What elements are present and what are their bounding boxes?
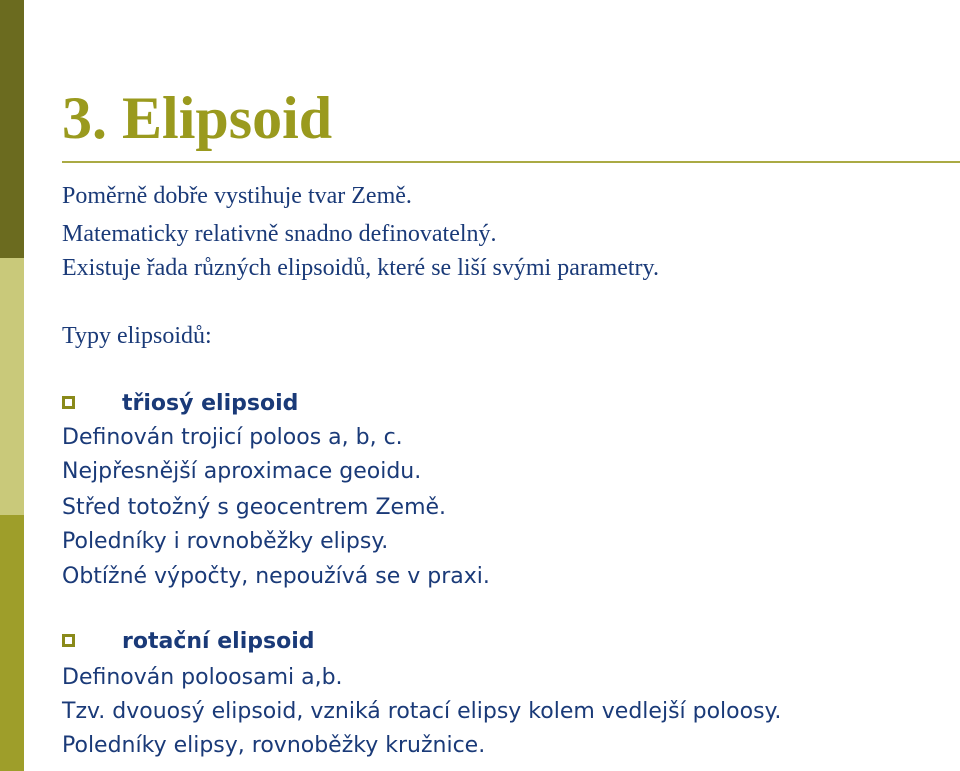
triaxial-line-3: Střed totožný s geocentrem Země. <box>62 495 447 520</box>
intro-line-1: Poměrně dobře vystihuje tvar Země. <box>62 183 412 209</box>
triaxial-line-1: Definován trojicí poloos a, b, c. <box>62 425 403 450</box>
sidebar-decoration <box>0 0 24 771</box>
triaxial-line-2: Nejpřesnější aproximace geoidu. <box>62 459 422 484</box>
sidebar-band-middle <box>0 258 24 515</box>
triaxial-line-4: Poledníky i rovnoběžky elipsy. <box>62 529 389 554</box>
rotational-line-1: Definován poloosami a,b. <box>62 665 343 690</box>
rotational-line-3: Poledníky elipsy, rovnoběžky kružnice. <box>62 733 486 758</box>
sidebar-band-top <box>0 0 24 258</box>
intro-line-3: Existuje řada různých elipsoidů, které se liší svými parametry. <box>62 255 659 281</box>
square-bullet-icon <box>62 634 75 647</box>
triaxial-label: třiosý elipsoid <box>122 391 299 416</box>
sidebar-band-bottom <box>0 515 24 771</box>
rotational-label: rotační elipsoid <box>122 629 315 654</box>
types-heading: Typy elipsoidů: <box>62 323 212 349</box>
intro-line-2: Matematicky relativně snadno definovatelný. <box>62 221 497 247</box>
slide-title: 3. Elipsoid <box>62 85 333 151</box>
title-divider <box>62 161 960 163</box>
square-bullet-icon <box>62 396 75 409</box>
triaxial-line-5: Obtížné výpočty, nepoužívá se v praxi. <box>62 564 490 589</box>
rotational-line-2: Tzv. dvouosý elipsoid, vzniká rotací elipsy kolem vedlejší poloosy. <box>62 699 782 724</box>
